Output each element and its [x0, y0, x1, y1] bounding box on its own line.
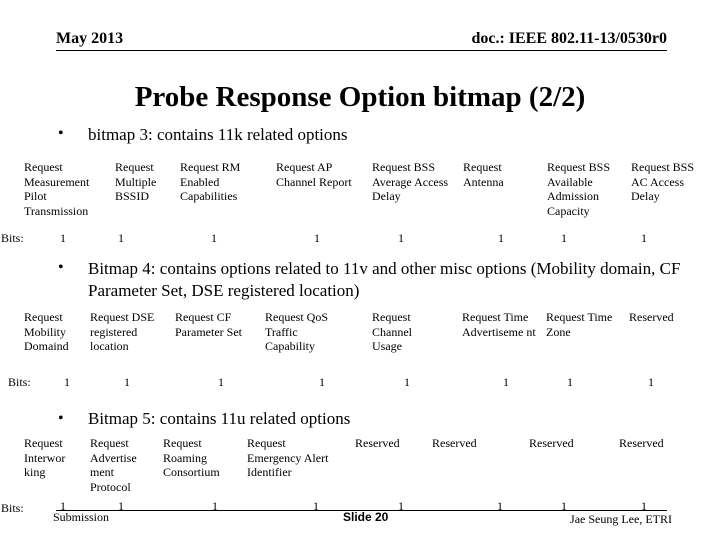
s1-bit-7: 1 [561, 231, 567, 245]
s2-cell-2: Request DSE registered location [90, 310, 155, 353]
s1-cell-7: Request BSS Available Admission Capacity [547, 160, 611, 218]
s2-cell-3: Request CF Parameter Set [175, 310, 242, 339]
s3-cell-5: Reserved [355, 436, 400, 450]
s1-cell-4: Request AP Channel Report [276, 160, 352, 189]
footer-author: Jae Seung Lee, ETRI [570, 512, 672, 526]
s1-bit-1: 1 [60, 231, 66, 245]
s1-cell-8: Request BSS AC Access Delay [631, 160, 695, 203]
s3-bit-2: 1 [118, 499, 124, 513]
bullet-icon: • [58, 410, 64, 427]
bullet-icon: • [58, 125, 64, 142]
s3-cell-7: Reserved [529, 436, 574, 450]
header-doc-id: doc.: IEEE 802.11-13/0530r0 [471, 30, 667, 47]
s3-cell-3: Request Roaming Consortium [163, 436, 220, 479]
s1-bit-8: 1 [641, 231, 647, 245]
header-date: May 2013 [56, 30, 124, 47]
s3-bit-4: 1 [313, 499, 319, 513]
s1-bit-3: 1 [211, 231, 217, 245]
s3-bit-6: 1 [497, 499, 503, 513]
bullet-icon: • [58, 259, 64, 276]
s2-cell-5: Request Channel Usage [372, 310, 412, 353]
s1-cell-2: Request Multiple BSSID [115, 160, 157, 203]
s1-cell-1: Request Measurement Pilot Transmission [24, 160, 90, 218]
footer-slide-number: Slide 20 [343, 510, 389, 524]
s1-cell-6: Request Antenna [463, 160, 504, 189]
s2-bit-3: 1 [218, 375, 224, 389]
slide-title: Probe Response Option bitmap (2/2) [134, 81, 586, 113]
s3-cell-8: Reserved [619, 436, 664, 450]
section-2-bullet: Bitmap 4: contains options related to 11v and other misc options (Mobility domain, CF Parameter Set, DSE registered location) [88, 259, 681, 300]
s2-bit-8: 1 [648, 375, 654, 389]
s1-bit-5: 1 [398, 231, 404, 245]
s1-bit-6: 1 [498, 231, 504, 245]
s1-cell-3: Request RM Enabled Capabilities [180, 160, 241, 203]
s3-bit-1: 1 [60, 499, 66, 513]
s3-bit-8: 1 [641, 499, 647, 513]
s3-bits-label: Bits: [1, 501, 24, 515]
s2-cell-1: Request Mobility Domaind [24, 310, 69, 353]
s2-cell-4: Request QoS Traffic Capability [265, 310, 328, 353]
footer-submission: Submission [53, 510, 110, 524]
s2-bit-1: 1 [64, 375, 70, 389]
s3-cell-4: Request Emergency Alert Identifier [247, 436, 329, 479]
s2-cell-8: Reserved [629, 310, 674, 324]
s2-bit-6: 1 [503, 375, 509, 389]
section-1-bullet: bitmap 3: contains 11k related options [88, 125, 348, 144]
s1-bit-2: 1 [118, 231, 124, 245]
s1-cell-5: Request BSS Average Access Delay [372, 160, 449, 203]
s3-bit-7: 1 [561, 499, 567, 513]
s3-bit-3: 1 [212, 499, 218, 513]
s2-bit-7: 1 [567, 375, 573, 389]
section-3-bullet: Bitmap 5: contains 11u related options [88, 409, 351, 428]
s2-cell-7: Request Time Zone [546, 310, 613, 339]
s1-bit-4: 1 [314, 231, 320, 245]
s3-bit-5: 1 [398, 499, 404, 513]
s2-bit-5: 1 [404, 375, 410, 389]
s2-bits-label: Bits: [8, 375, 31, 389]
s1-bits-label: Bits: [1, 231, 24, 245]
s2-bit-2: 1 [124, 375, 130, 389]
s2-cell-6: Request Time Advertiseme nt [462, 310, 536, 339]
header-rule [56, 50, 667, 51]
s3-cell-6: Reserved [432, 436, 477, 450]
s3-cell-1: Request Interwor king [24, 436, 66, 479]
s2-bit-4: 1 [319, 375, 325, 389]
s3-cell-2: Request Advertise ment Protocol [90, 436, 137, 494]
